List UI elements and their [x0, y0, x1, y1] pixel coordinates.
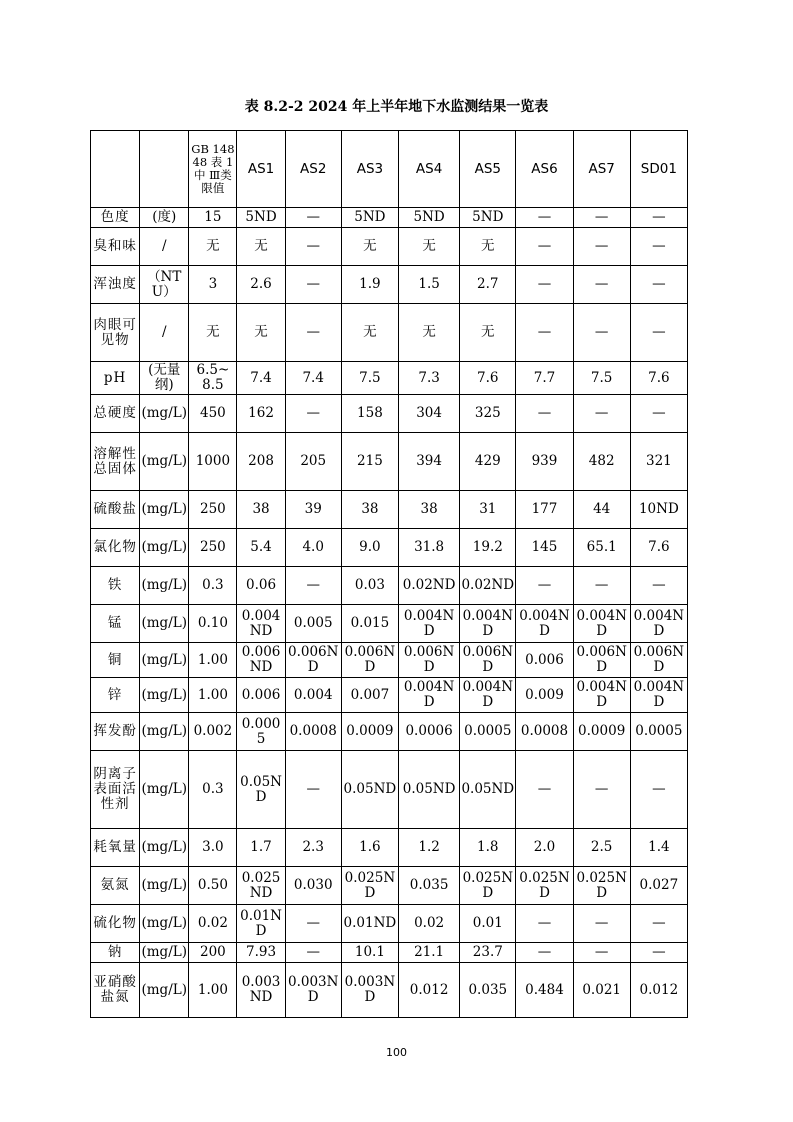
value-cell: 0.004ND	[516, 605, 573, 643]
standard-limit-cell: 15	[189, 208, 237, 228]
unit-header	[140, 131, 189, 208]
value-cell: 7.5	[341, 362, 398, 395]
value-cell: 21.1	[399, 943, 460, 963]
value-cell: 5ND	[460, 208, 516, 228]
value-cell: —	[516, 228, 573, 266]
value-cell: —	[573, 395, 630, 433]
standard-header: GB 14848 表 1 中 Ⅲ类 限值	[189, 131, 237, 208]
value-cell: 0.06	[237, 567, 285, 605]
value-cell: 482	[573, 433, 630, 491]
value-cell: —	[285, 304, 341, 362]
value-cell: 7.7	[516, 362, 573, 395]
header-row	[91, 131, 688, 208]
value-cell: 1.2	[399, 829, 460, 867]
value-cell: 0.004ND	[573, 605, 630, 643]
value-cell: 0.006ND	[630, 643, 687, 678]
table-row	[91, 362, 688, 395]
value-cell: —	[573, 228, 630, 266]
value-cell: 0.003ND	[341, 963, 398, 1018]
table-row	[91, 529, 688, 567]
value-cell: 0.004ND	[399, 678, 460, 713]
standard-limit-cell: 无	[189, 228, 237, 266]
site-header: SD01	[630, 131, 687, 208]
value-cell: 19.2	[460, 529, 516, 567]
parameter-cell: 总硬度	[91, 395, 140, 433]
value-cell: 9.0	[341, 529, 398, 567]
value-cell: 0.027	[630, 867, 687, 905]
value-cell: 1.7	[237, 829, 285, 867]
table-row	[91, 567, 688, 605]
value-cell: 0.0009	[573, 713, 630, 751]
standard-limit-cell: 1.00	[189, 963, 237, 1018]
value-cell: 0.006ND	[573, 643, 630, 678]
value-cell: 无	[237, 228, 285, 266]
parameter-cell: 氨氮	[91, 867, 140, 905]
value-cell: —	[285, 228, 341, 266]
standard-limit-cell: 450	[189, 395, 237, 433]
value-cell: 2.6	[237, 266, 285, 304]
value-cell: 7.6	[630, 529, 687, 567]
value-cell: 0.02	[399, 905, 460, 943]
monitoring-results-table	[90, 130, 688, 1018]
site-header: AS3	[341, 131, 398, 208]
unit-cell: (mg/L)	[140, 678, 189, 713]
value-cell: 0.004	[285, 678, 341, 713]
parameter-cell: 铜	[91, 643, 140, 678]
value-cell: 1.8	[460, 829, 516, 867]
table-row	[91, 963, 688, 1018]
value-cell: —	[285, 266, 341, 304]
value-cell: 208	[237, 433, 285, 491]
value-cell: —	[630, 751, 687, 829]
value-cell: 1.5	[399, 266, 460, 304]
value-cell: 1.4	[630, 829, 687, 867]
value-cell: —	[516, 304, 573, 362]
value-cell: 0.0008	[285, 713, 341, 751]
value-cell: 4.0	[285, 529, 341, 567]
site-header: AS7	[573, 131, 630, 208]
value-cell: 0.02ND	[460, 567, 516, 605]
value-cell: 65.1	[573, 529, 630, 567]
value-cell: 0.007	[341, 678, 398, 713]
value-cell: —	[516, 395, 573, 433]
value-cell: 0.004ND	[573, 678, 630, 713]
table-title: 表 8.2-2 2024 年上半年地下水监测结果一览表	[244, 99, 549, 115]
parameter-cell: 硫化物	[91, 905, 140, 943]
table-row	[91, 678, 688, 713]
value-cell: 0.012	[630, 963, 687, 1018]
value-cell: 325	[460, 395, 516, 433]
value-cell: 7.93	[237, 943, 285, 963]
value-cell: 158	[341, 395, 398, 433]
parameter-cell: 耗氧量	[91, 829, 140, 867]
param-header	[91, 131, 140, 208]
value-cell: 0.05ND	[460, 751, 516, 829]
parameter-cell: 挥发酚	[91, 713, 140, 751]
parameter-cell: 亚硝酸盐氮	[91, 963, 140, 1018]
value-cell: —	[630, 943, 687, 963]
value-cell: —	[516, 905, 573, 943]
value-cell: 0.025ND	[341, 867, 398, 905]
parameter-cell: 钠	[91, 943, 140, 963]
page-number: 100	[386, 1046, 407, 1059]
table-row	[91, 228, 688, 266]
value-cell: 0.015	[341, 605, 398, 643]
parameter-cell: 铁	[91, 567, 140, 605]
value-cell: 5ND	[237, 208, 285, 228]
value-cell: 177	[516, 491, 573, 529]
unit-cell: (度)	[140, 208, 189, 228]
unit-cell: (mg/L)	[140, 567, 189, 605]
table-row	[91, 905, 688, 943]
unit-cell: (mg/L)	[140, 643, 189, 678]
value-cell: 0.012	[399, 963, 460, 1018]
unit-cell: (mg/L)	[140, 491, 189, 529]
unit-cell: (mg/L)	[140, 829, 189, 867]
value-cell: 7.3	[399, 362, 460, 395]
value-cell: 0.006ND	[237, 643, 285, 678]
unit-cell: (无量纲)	[140, 362, 189, 395]
value-cell: 0.025ND	[516, 867, 573, 905]
parameter-cell: 氯化物	[91, 529, 140, 567]
parameter-cell: 色度	[91, 208, 140, 228]
value-cell: 39	[285, 491, 341, 529]
value-cell: 0.006	[516, 643, 573, 678]
table-row	[91, 433, 688, 491]
value-cell: 7.6	[460, 362, 516, 395]
site-header: AS2	[285, 131, 341, 208]
table-row	[91, 643, 688, 678]
standard-limit-cell: 3	[189, 266, 237, 304]
unit-cell: (mg/L)	[140, 963, 189, 1018]
value-cell: 0.0008	[516, 713, 573, 751]
standard-limit-cell: 250	[189, 529, 237, 567]
parameter-cell: 臭和味	[91, 228, 140, 266]
value-cell: 0.004ND	[630, 605, 687, 643]
value-cell: 23.7	[460, 943, 516, 963]
value-cell: —	[630, 395, 687, 433]
value-cell: 2.3	[285, 829, 341, 867]
value-cell: 38	[399, 491, 460, 529]
unit-cell: (mg/L)	[140, 751, 189, 829]
value-cell: —	[573, 905, 630, 943]
value-cell: 215	[341, 433, 398, 491]
value-cell: 0.05ND	[237, 751, 285, 829]
table-row	[91, 208, 688, 228]
unit-cell: (mg/L)	[140, 529, 189, 567]
unit-cell: (mg/L)	[140, 605, 189, 643]
unit-cell: (mg/L)	[140, 943, 189, 963]
value-cell: 304	[399, 395, 460, 433]
value-cell: 0.035	[399, 867, 460, 905]
value-cell: 7.4	[237, 362, 285, 395]
parameter-cell: 阴离子表面活性剂	[91, 751, 140, 829]
unit-cell: (mg/L)	[140, 395, 189, 433]
value-cell: 0.0009	[341, 713, 398, 751]
value-cell: 0.005	[285, 605, 341, 643]
value-cell: 无	[341, 304, 398, 362]
site-header: AS1	[237, 131, 285, 208]
value-cell: 0.03	[341, 567, 398, 605]
value-cell: 0.021	[573, 963, 630, 1018]
unit-cell: (mg/L)	[140, 713, 189, 751]
value-cell: 0.035	[460, 963, 516, 1018]
parameter-cell: 肉眼可见物	[91, 304, 140, 362]
value-cell: 31	[460, 491, 516, 529]
value-cell: 0.006ND	[285, 643, 341, 678]
value-cell: —	[516, 208, 573, 228]
unit-cell: (mg/L)	[140, 905, 189, 943]
value-cell: —	[573, 266, 630, 304]
table-row	[91, 266, 688, 304]
value-cell: 0.004ND	[460, 678, 516, 713]
value-cell: 0.0005	[460, 713, 516, 751]
value-cell: 939	[516, 433, 573, 491]
value-cell: —	[630, 905, 687, 943]
value-cell: —	[573, 304, 630, 362]
value-cell: 0.01ND	[341, 905, 398, 943]
value-cell: 0.484	[516, 963, 573, 1018]
parameter-cell: 锌	[91, 678, 140, 713]
parameter-cell: 硫酸盐	[91, 491, 140, 529]
standard-limit-cell: 无	[189, 304, 237, 362]
standard-limit-cell: 0.10	[189, 605, 237, 643]
value-cell: —	[573, 943, 630, 963]
value-cell: 0.02ND	[399, 567, 460, 605]
value-cell: —	[630, 304, 687, 362]
value-cell: 5.4	[237, 529, 285, 567]
value-cell: 0.05ND	[399, 751, 460, 829]
parameter-cell: pH	[91, 362, 140, 395]
value-cell: —	[516, 943, 573, 963]
unit-cell: /	[140, 304, 189, 362]
value-cell: 31.8	[399, 529, 460, 567]
table-row	[91, 395, 688, 433]
value-cell: —	[630, 208, 687, 228]
site-header: AS6	[516, 131, 573, 208]
value-cell: 0.004ND	[237, 605, 285, 643]
value-cell: 0.004ND	[460, 605, 516, 643]
table-row	[91, 304, 688, 362]
value-cell: 2.7	[460, 266, 516, 304]
standard-limit-cell: 3.0	[189, 829, 237, 867]
value-cell: 10.1	[341, 943, 398, 963]
value-cell: —	[630, 266, 687, 304]
value-cell: 0.025ND	[460, 867, 516, 905]
value-cell: —	[516, 266, 573, 304]
value-cell: —	[573, 751, 630, 829]
value-cell: 无	[341, 228, 398, 266]
site-header: AS5	[460, 131, 516, 208]
value-cell: 无	[237, 304, 285, 362]
table-row	[91, 751, 688, 829]
value-cell: 0.006	[237, 678, 285, 713]
unit-cell: /	[140, 228, 189, 266]
value-cell: 0.030	[285, 867, 341, 905]
unit-cell: (mg/L)	[140, 433, 189, 491]
value-cell: —	[285, 208, 341, 228]
value-cell: 145	[516, 529, 573, 567]
value-cell: —	[285, 751, 341, 829]
value-cell: 7.4	[285, 362, 341, 395]
value-cell: —	[630, 228, 687, 266]
value-cell: —	[285, 943, 341, 963]
value-cell: 0.004ND	[630, 678, 687, 713]
value-cell: 0.05ND	[341, 751, 398, 829]
value-cell: —	[573, 208, 630, 228]
table-row	[91, 491, 688, 529]
standard-limit-cell: 250	[189, 491, 237, 529]
value-cell: 0.003ND	[237, 963, 285, 1018]
unit-cell: (mg/L)	[140, 867, 189, 905]
standard-limit-cell: 1.00	[189, 643, 237, 678]
standard-limit-cell: 0.002	[189, 713, 237, 751]
value-cell: —	[516, 751, 573, 829]
value-cell: 7.5	[573, 362, 630, 395]
value-cell: 0.025ND	[237, 867, 285, 905]
value-cell: 0.006ND	[460, 643, 516, 678]
table-row	[91, 829, 688, 867]
table-row	[91, 713, 688, 751]
value-cell: 0.025ND	[573, 867, 630, 905]
value-cell: 429	[460, 433, 516, 491]
parameter-cell: 浑浊度	[91, 266, 140, 304]
value-cell: —	[285, 905, 341, 943]
standard-limit-cell: 0.50	[189, 867, 237, 905]
value-cell: 0.0005	[237, 713, 285, 751]
value-cell: 321	[630, 433, 687, 491]
value-cell: 无	[399, 304, 460, 362]
standard-limit-cell: 0.3	[189, 567, 237, 605]
value-cell: —	[630, 567, 687, 605]
value-cell: 0.0006	[399, 713, 460, 751]
table-row	[91, 605, 688, 643]
value-cell: 无	[460, 304, 516, 362]
value-cell: 162	[237, 395, 285, 433]
value-cell: 44	[573, 491, 630, 529]
value-cell: 无	[460, 228, 516, 266]
value-cell: —	[573, 567, 630, 605]
value-cell: 38	[341, 491, 398, 529]
value-cell: 0.004ND	[399, 605, 460, 643]
standard-limit-cell: 0.3	[189, 751, 237, 829]
value-cell: —	[285, 395, 341, 433]
value-cell: 394	[399, 433, 460, 491]
unit-cell: （NTU）	[140, 266, 189, 304]
value-cell: 0.01	[460, 905, 516, 943]
value-cell: 7.6	[630, 362, 687, 395]
table-row	[91, 867, 688, 905]
standard-limit-cell: 1.00	[189, 678, 237, 713]
value-cell: 38	[237, 491, 285, 529]
parameter-cell: 溶解性总固体	[91, 433, 140, 491]
table-row	[91, 943, 688, 963]
value-cell: 0.0005	[630, 713, 687, 751]
value-cell: 无	[399, 228, 460, 266]
value-cell: 0.009	[516, 678, 573, 713]
standard-limit-cell: 200	[189, 943, 237, 963]
value-cell: —	[285, 567, 341, 605]
standard-limit-cell: 1000	[189, 433, 237, 491]
value-cell: 1.9	[341, 266, 398, 304]
value-cell: 0.003ND	[285, 963, 341, 1018]
value-cell: 205	[285, 433, 341, 491]
value-cell: 2.5	[573, 829, 630, 867]
value-cell: 0.01ND	[237, 905, 285, 943]
value-cell: 0.006ND	[399, 643, 460, 678]
site-header: AS4	[399, 131, 460, 208]
value-cell: 2.0	[516, 829, 573, 867]
value-cell: —	[516, 567, 573, 605]
value-cell: 5ND	[399, 208, 460, 228]
value-cell: 1.6	[341, 829, 398, 867]
value-cell: 0.006ND	[341, 643, 398, 678]
standard-limit-cell: 0.02	[189, 905, 237, 943]
standard-limit-cell: 6.5~8.5	[189, 362, 237, 395]
value-cell: 10ND	[630, 491, 687, 529]
value-cell: 5ND	[341, 208, 398, 228]
parameter-cell: 锰	[91, 605, 140, 643]
